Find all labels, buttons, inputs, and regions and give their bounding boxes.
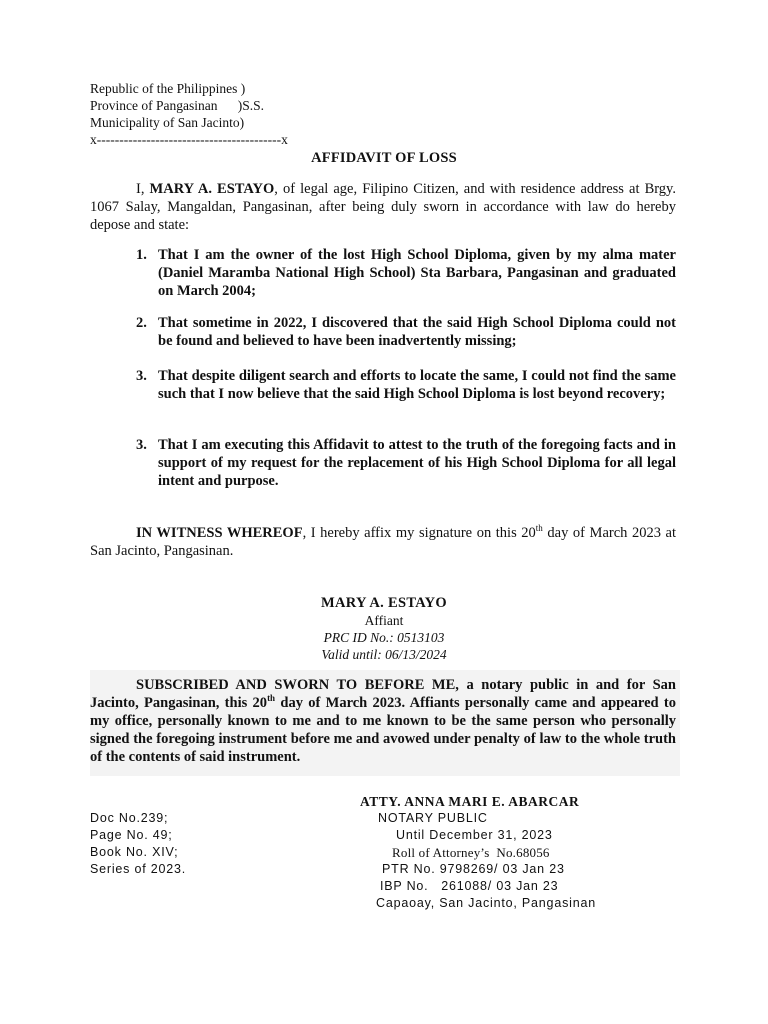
notary-roll: Roll of Attorney’s No.68056 bbox=[392, 845, 550, 860]
statement-number: 3. bbox=[136, 437, 147, 453]
venue-block bbox=[90, 80, 288, 148]
venue-divider: x-----------------------------------------x bbox=[90, 132, 288, 147]
intro-paragraph bbox=[90, 180, 676, 234]
witness-paragraph bbox=[90, 524, 676, 560]
statement-number: 1. bbox=[136, 247, 147, 263]
statement-text: That I am the owner of the lost High School Diploma, given by my alma mater (Daniel Maramba National High School) Sta Barbara, Pangasinan and graduated on March 2004; bbox=[158, 247, 676, 299]
venue-province: Province of Pangasinan )S.S. bbox=[90, 98, 264, 113]
notary-ptr: PTR No. 9798269/ 03 Jan 23 bbox=[382, 862, 565, 876]
book-number: Book No. XIV; bbox=[90, 845, 179, 859]
affiant-block bbox=[0, 594, 768, 663]
jurat-ordinal: th bbox=[267, 693, 276, 704]
intro-text: , of legal age, Filipino Citizen, and with residence address at Brgy. 1067 Salay, Mangaldan, Pangasinan, after being duly sworn in accordance with law do hereby depose and state: bbox=[90, 181, 676, 233]
doc-reference-block bbox=[90, 810, 186, 878]
witness-lead: IN WITNESS WHEREOF bbox=[136, 525, 303, 541]
notary-title: NOTARY PUBLIC bbox=[378, 811, 488, 825]
notary-commission: Until December 31, 2023 bbox=[396, 828, 553, 842]
statement-text: That despite diligent search and efforts to locate the same, I could not find the same such that I now believe that the said High School Diploma is lost beyond recovery; bbox=[158, 368, 676, 402]
witness-text-a: , I hereby affix my signature on this 20 bbox=[302, 525, 536, 541]
jurat-paragraph bbox=[90, 676, 676, 766]
witness-ordinal: th bbox=[535, 523, 543, 534]
intro-affiant-name: MARY A. ESTAYO bbox=[149, 181, 275, 197]
statement-item bbox=[136, 246, 676, 300]
jurat-text-b: day of March 2023. Affiants personally came and appeared to my office, personally known to me and to me known to be the same person who personally signed the foregoing instrument before me and avowed under penalty of law to the whole truth of the contents of said instrument. bbox=[90, 695, 676, 765]
affiant-valid-until: Valid until: 06/13/2024 bbox=[321, 647, 447, 662]
statement-item bbox=[136, 436, 676, 490]
jurat-text-a: , a notary public in and for San Jacinto, Pangasinan, this 20 bbox=[90, 677, 676, 711]
notary-ibp: IBP No. 261088/ 03 Jan 23 bbox=[380, 879, 559, 893]
notary-name: ATTY. ANNA MARI E. ABARCAR bbox=[360, 794, 580, 809]
document-title: AFFIDAVIT OF LOSS bbox=[311, 150, 457, 166]
intro-lead: I, bbox=[136, 181, 150, 197]
series-year: Series of 2023. bbox=[90, 862, 187, 876]
statement-number: 2. bbox=[136, 315, 147, 331]
affiant-prc-id: PRC ID No.: 0513103 bbox=[323, 630, 445, 645]
statement-text: That I am executing this Affidavit to attest to the truth of the foregoing facts and in support of my request for the replacement of his High School Diploma for all legal intent and purpose. bbox=[158, 437, 676, 489]
venue-republic: Republic of the Philippines ) bbox=[90, 81, 246, 96]
statement-number: 3. bbox=[136, 368, 147, 384]
notary-details bbox=[360, 810, 596, 912]
venue-municipality: Municipality of San Jacinto) bbox=[90, 115, 245, 130]
statement-item bbox=[136, 367, 676, 403]
affiant-name: MARY A. ESTAYO bbox=[320, 595, 448, 611]
affiant-role: Affiant bbox=[364, 613, 404, 628]
statement-text: That sometime in 2022, I discovered that the said High School Diploma could not be found and believed to have been inadvertently missing; bbox=[158, 315, 676, 349]
notary-address: Capaoay, San Jacinto, Pangasinan bbox=[376, 896, 596, 910]
doc-number: Doc No.239; bbox=[90, 811, 169, 825]
page-number: Page No. 49; bbox=[90, 828, 173, 842]
jurat-lead: SUBSCRIBED AND SWORN TO BEFORE ME bbox=[136, 677, 456, 693]
witness-text-b: day of March 2023 at San Jacinto, Pangasinan. bbox=[90, 525, 676, 559]
statement-item bbox=[136, 314, 676, 350]
